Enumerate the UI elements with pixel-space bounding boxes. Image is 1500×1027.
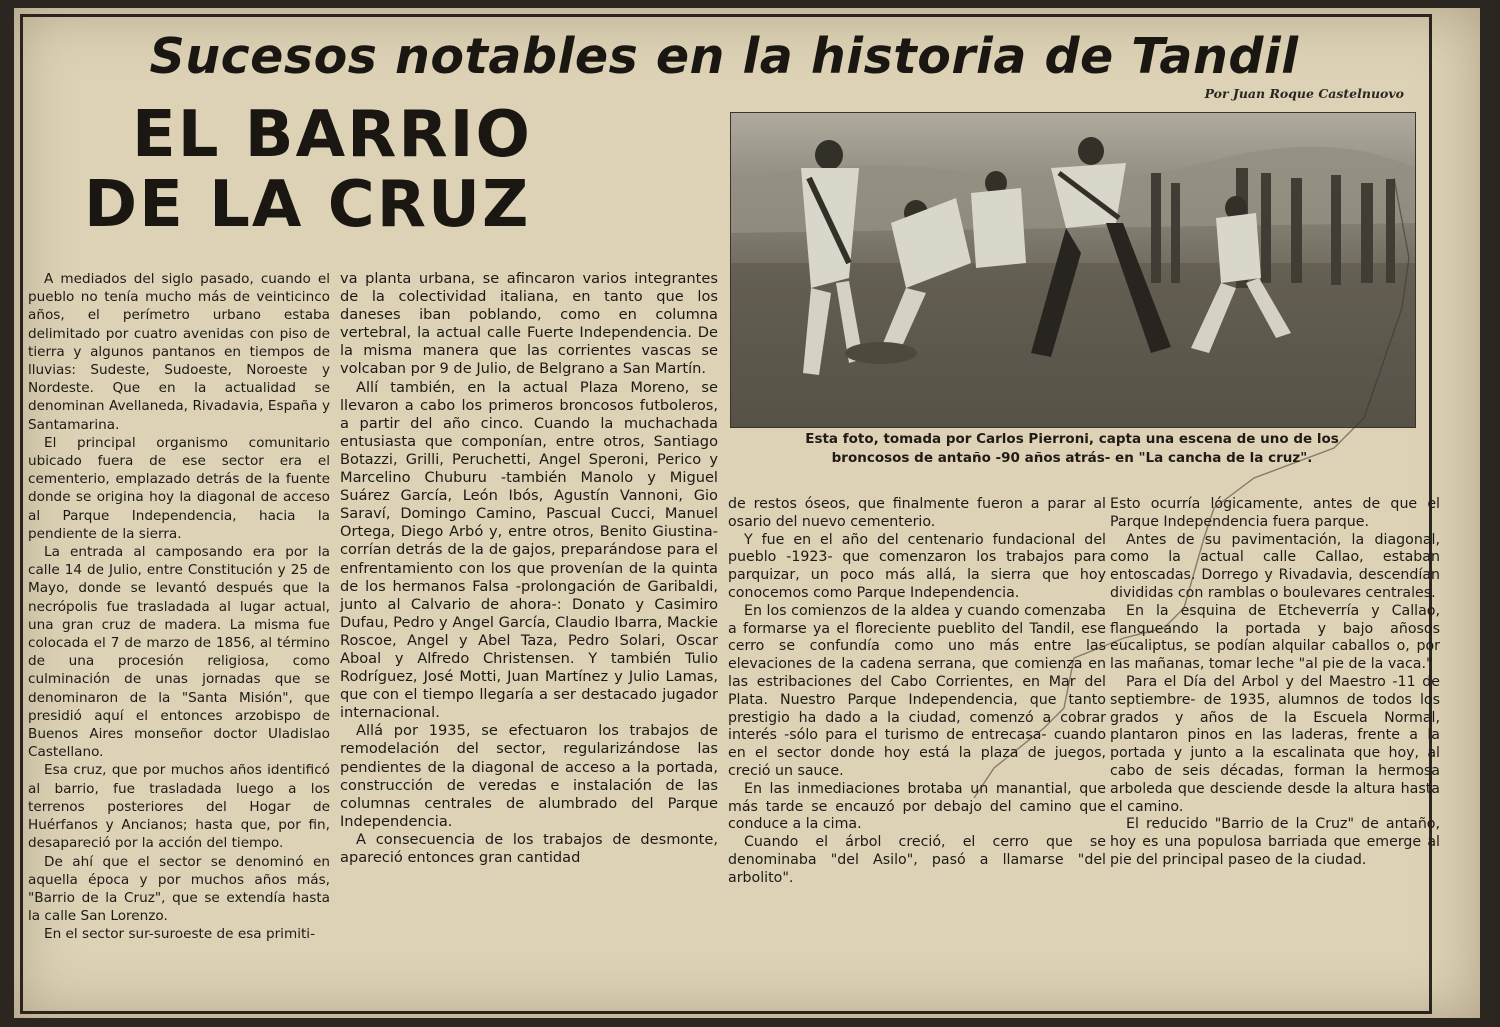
paragraph: Y fue en el año del centenario fundacional del pueblo -1923- que comenzaron los trabajos para parquizar, un poco más allá, la sierra que hoy conocemos como Parque Independencia. — [728, 531, 1106, 601]
paragraph: El reducido "Barrio de la Cruz" de antaño, hoy es una populosa barriada que emerge al pie del principal paseo de la ciudad. — [1110, 816, 1440, 868]
photo-caption — [730, 430, 1414, 468]
paragraph: La entrada al camposando era por la calle 14 de Julio, entre Constitución y 25 de Mayo, donde se levantó después que la necrópolis fue trasladada al lugar actual, una gran cruz de madera. La misma fue colocada el 7 de marzo de 1856, al término de una procesión religiosa, como culminación de unas jornadas que se denominaron de la "Santa Misión", que presidió aquí el entonces arzobispo de Buenos Aires monseñor doctor Uladislao Castellano. — [28, 544, 330, 761]
paragraph: Cuando el árbol creció, el cerro que se denominaba "del Asilo", pasó a llamarse "del arbolito". — [728, 834, 1106, 886]
paragraph: En el sector sur-suroeste de esa primiti- — [44, 926, 315, 943]
paragraph: El principal organismo comunitario ubicado fuera de ese sector era el cementerio, emplazado detrás de la fuente donde se origina hoy la diagonal de acceso al Parque Independencia, hacia la pendiente de la sierra. — [28, 434, 330, 542]
article-column-4 — [1110, 496, 1440, 870]
paragraph: En los comienzos de la aldea y cuando comenzaba a formarse ya el floreciente pueblito del Tandil, ese cerro se confundía como uno más entre las elevaciones de la cadena serrana, que comienza en las estribaciones del Cabo Corrientes, en Mar del Plata. Nuestro Parque Independencia, que tanto prestigio ha dado a la ciudad, comenzó a cobrar interés -sólo para el turismo de entrecasa- cuando en el sector donde hoy está la plaza de juegos, creció un sauce. — [728, 602, 1106, 779]
paragraph: Allá por 1935, se efectuaron los trabajos de remodelación del sector, regularizándose las pendientes de la diagonal de acceso a la portada, construcción de veredas e instalación de las columnas centrales de alumbrado del Parque Independencia. — [340, 722, 718, 830]
paragraph: En la esquina de Etcheverría y Callao, flanqueando la portada y bajo añosos eucaliptus, se podían alquilar caballos o, por las mañanas, tomar leche "al pie de la vaca." — [1110, 602, 1440, 673]
paragraph: Allí también, en la actual Plaza Moreno, se llevaron a cabo los primeros broncosos futboleros, a partir del año cinco. Cuando la muchachada entusiasta que componían, entre otros, Santiago Botazzi, Grilli, Peruchetti, Angel Speroni, Perico y Marcelino Chuburu -también Manolo y Miguel Suárez García, León Ibós, Agustín Vannoni, Gio Saraví, Domingo Camino, Pascual Cucci, Manuel Ortega, Diego Arbó y, entre otros, Benito Giustina- corrían detrás de la de gajos, preparándose para el enfrentamiento con los que provenían de la quinta de los hermanos Falsa -prolongación de Garibaldi, junto al Calvario de ahora-: Donato y Casimiro Dufau, Pedro y Angel García, Claudio Ibarra, Mackie Roscoe, Angel y Abel Taza, Pedro Solari, Oscar Aboal y Alfredo Christensen. Y también Tulio Rodríguez, José Motti, Juan Martínez y Julio Lamas, que con el tiempo llegaría a ser destacado jugador internacional. — [340, 378, 718, 722]
section-title: Sucesos notables en la historia de Tandil — [149, 28, 1299, 85]
paragraph: Para el Día del Arbol y del Maestro -11 de septiembre- de 1935, alumnos de todos los grados y años de la Escuela Normal, plantaron pinos en las laderas, frente a la portada y junto a la escalinata que hoy, al cabo de seis décadas, forman la hermosa arboleda que desciende desde la altura hasta el camino. — [1110, 673, 1440, 815]
paragraph: Esa cruz, que por muchos años identificó al barrio, fue trasladada luego a los terrenos posteriores del Hogar de Huérfanos y Ancianos; hasta que, por fin, desapareció por la acción del tiempo. — [28, 762, 330, 852]
paragraph: va planta urbana, se afincaron varios integrantes de la colectividad italiana, en tanto que los daneses iban poblando, como en columna vertebral, la actual calle Fuerte Independencia. De la misma manera que las corrientes vascas se volcaban por 9 de Julio, de Belgrano a San Martín. — [340, 270, 718, 378]
byline: Por Juan Roque Castelnuovo — [1204, 86, 1404, 101]
photo-illustration — [731, 113, 1415, 427]
article-column-1 — [28, 270, 330, 944]
article-column-2 — [340, 270, 718, 867]
newspaper-page — [14, 8, 1480, 1018]
paragraph: En las inmediaciones brotaba un manantial, que más tarde se encauzó por debajo del camino que conduce a la cima. — [728, 780, 1106, 833]
historic-football-photo — [730, 112, 1416, 428]
headline-line-2: DE LA CRUZ — [84, 168, 531, 242]
paragraph: A consecuencia de los trabajos de desmonte, apareció entonces gran cantidad — [340, 830, 718, 866]
paragraph: de restos óseos, que finalmente fueron a parar al osario del nuevo cementerio. — [728, 496, 1106, 530]
article-column-3 — [728, 496, 1106, 888]
headline-line-1: EL BARRIO — [132, 98, 532, 172]
headline — [84, 100, 684, 240]
paragraph: De ahí que el sector se denominó en aquella época y por muchos años más, "Barrio de la Cruz", que se extendía hasta la calle San Lorenzo. — [28, 853, 330, 925]
paragraph: Esto ocurría lógicamente, antes de que el Parque Independencia fuera parque. — [1110, 496, 1440, 530]
paragraph: Antes de su pavimentación, la diagonal, como la actual calle Callao, estaban entoscadas. Dorrego y Rivadavia, descendían divididas con ramblas o boulevares centrales. — [1110, 531, 1440, 601]
caption-line-2: broncosos de antaño -90 años atrás- en "La cancha de la cruz". — [831, 450, 1313, 466]
caption-line-1: Esta foto, tomada por Carlos Pierroni, capta una escena de uno de los — [805, 431, 1339, 447]
paragraph: A mediados del siglo pasado, cuando el pueblo no tenía mucho más de veinticinco años, el perímetro urbano estaba delimitado por cuatro avenidas con piso de tierra y algunos pantanos en tiempos de lluvias: Sudeste, Sudoeste, Noroeste y Nordeste. Que en la actualidad se denominan Avellaneda, Rivadavia, España y Santamarina. — [28, 271, 330, 433]
